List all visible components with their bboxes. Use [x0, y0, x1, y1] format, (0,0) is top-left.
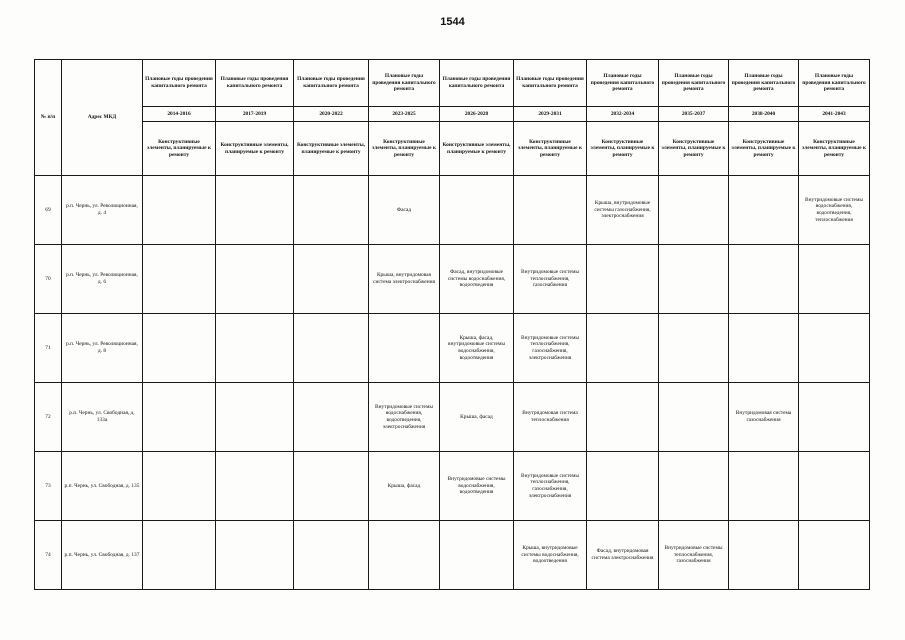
repair-cell: Крыша, внутридомовые системы водоснабжения, водоотведения: [514, 521, 587, 590]
period-header: 2038-2040: [729, 107, 799, 122]
elements-header: Конструктивные элементы, планируемые к ремонту: [216, 122, 294, 176]
repair-cell: Внутридомовые системы теплоснабжения, газоснабжения, электроснабжения: [514, 452, 587, 521]
repair-cell: [799, 521, 870, 590]
repair-cell: [587, 245, 659, 314]
repair-cell: [799, 452, 870, 521]
repair-cell: [216, 452, 294, 521]
plan-years-header: Плановые годы проведения капитального ремонта: [587, 60, 659, 107]
plan-years-header: Плановые годы проведения капитального ремонта: [659, 60, 729, 107]
repair-cell: Крыша, внутридомовая система электроснабжения: [369, 245, 440, 314]
elements-header: Конструктивные элементы, планируемые к ремонту: [799, 122, 870, 176]
repair-cell: [587, 314, 659, 383]
repair-cell: Внутридомовые системы теплоснабжения, газоснабжения: [514, 245, 587, 314]
repair-cell: [294, 245, 369, 314]
table-row: [35, 245, 870, 314]
header-elements-row: [35, 122, 870, 176]
row-number-cell: 70: [35, 245, 62, 314]
repair-cell: [294, 176, 369, 245]
repair-cell: Крыша, фасад, внутридомовые системы водоснабжения, водоотведения: [440, 314, 514, 383]
plan-years-header: Плановые годы проведения капитального ремонта: [369, 60, 440, 107]
elements-header: Конструктивные элементы, планируемые к ремонту: [369, 122, 440, 176]
plan-years-header: Плановые годы проведения капитального ремонта: [514, 60, 587, 107]
repair-cell: [729, 314, 799, 383]
repair-cell: [216, 176, 294, 245]
table-row: [35, 314, 870, 383]
address-cell: р.п. Чернь, ул. Свободная, д. 135: [62, 452, 143, 521]
elements-header: Конструктивные элементы, планируемые к ремонту: [514, 122, 587, 176]
repair-cell: Крыша, фасад: [440, 383, 514, 452]
page-number: 1544: [440, 16, 465, 28]
elements-header: Конструктивные элементы, планируемые к ремонту: [587, 122, 659, 176]
period-header: 2014-2016: [143, 107, 216, 122]
elements-header: Конструктивные элементы, планируемые к ремонту: [440, 122, 514, 176]
repair-cell: [659, 245, 729, 314]
repair-cell: [659, 314, 729, 383]
repair-cell: Фасад, внутридомовые системы водоснабжения, водоотведения: [440, 245, 514, 314]
repair-cell: [216, 314, 294, 383]
elements-header: Конструктивные элементы, планируемые к ремонту: [659, 122, 729, 176]
row-number-cell: 69: [35, 176, 62, 245]
elements-header: Конструктивные элементы, планируемые к ремонту: [294, 122, 369, 176]
repair-cell: [294, 452, 369, 521]
repair-cell: Внутридомовая система газоснабжения: [729, 383, 799, 452]
row-number-cell: 73: [35, 452, 62, 521]
repair-cell: [294, 314, 369, 383]
repair-cell: [659, 176, 729, 245]
row-number-cell: 72: [35, 383, 62, 452]
repair-cell: Внутридомовые системы теплоснабжения, газоснабжения, электроснабжения: [514, 314, 587, 383]
period-header: 2020-2022: [294, 107, 369, 122]
period-header: 2023-2025: [369, 107, 440, 122]
address-cell: р.п. Чернь, ул. Свободная, д. 133а: [62, 383, 143, 452]
table-row: [35, 383, 870, 452]
repair-cell: Крыша, фасад: [369, 452, 440, 521]
address-cell: р.п. Чернь, ул. Революционная, д. 8: [62, 314, 143, 383]
repair-cell: [143, 452, 216, 521]
repair-cell: [729, 452, 799, 521]
period-header: 2029-2031: [514, 107, 587, 122]
repair-cell: Фасад: [369, 176, 440, 245]
repair-cell: [294, 521, 369, 590]
elements-header: Конструктивные элементы, планируемые к ремонту: [143, 122, 216, 176]
repair-cell: [143, 314, 216, 383]
row-number-cell: 74: [35, 521, 62, 590]
period-header: 2026-2028: [440, 107, 514, 122]
repair-cell: [514, 176, 587, 245]
repair-cell: [216, 245, 294, 314]
table-row: [35, 521, 870, 590]
table-row: [35, 452, 870, 521]
period-header: 2035-2037: [659, 107, 729, 122]
period-header: 2041-2043: [799, 107, 870, 122]
repair-cell: [369, 314, 440, 383]
row-number-cell: 71: [35, 314, 62, 383]
repair-cell: Внутридомовая система теплоснабжения: [514, 383, 587, 452]
repair-cell: [369, 521, 440, 590]
repair-cell: [143, 176, 216, 245]
elements-header: Конструктивные элементы, планируемые к ремонту: [729, 122, 799, 176]
repair-cell: [440, 176, 514, 245]
address-cell: р.п. Чернь, ул. Свободная, д. 137: [62, 521, 143, 590]
repair-cell: [294, 383, 369, 452]
plan-years-header: Плановые годы проведения капитального ремонта: [440, 60, 514, 107]
plan-years-header: Плановые годы проведения капитального ремонта: [294, 60, 369, 107]
repair-cell: Крыша, внутридомовые системы газоснабжения, электроснабжения: [587, 176, 659, 245]
repair-cell: [143, 383, 216, 452]
header-plan-row: [35, 60, 870, 107]
repair-cell: [216, 521, 294, 590]
repair-cell: [659, 452, 729, 521]
plan-years-header: Плановые годы проведения капитального ремонта: [729, 60, 799, 107]
repair-cell: [659, 383, 729, 452]
repair-cell: Фасад, внутридомовая система электроснабжения: [587, 521, 659, 590]
repair-cell: [799, 314, 870, 383]
capital-repair-schedule-table: [34, 59, 870, 590]
repair-cell: Внутридомовые системы водоснабжения, водоотведения, теплоснабжения: [799, 176, 870, 245]
address-cell: р.п. Чернь, ул. Революционная, д. 4: [62, 176, 143, 245]
address-header: Адрес МКД: [62, 60, 143, 176]
repair-cell: [143, 245, 216, 314]
period-header: 2017-2019: [216, 107, 294, 122]
period-header: 2032-2034: [587, 107, 659, 122]
repair-cell: [729, 176, 799, 245]
repair-cell: [587, 383, 659, 452]
repair-cell: Внутридомовые системы водоснабжения, водоотведения, электроснабжения: [369, 383, 440, 452]
address-cell: р.п. Чернь, ул. Революционная, д. 6: [62, 245, 143, 314]
repair-cell: Внутридомовые системы теплоснабжения, газоснабжения: [659, 521, 729, 590]
row-number-header: № п/п: [35, 60, 62, 176]
plan-years-header: Плановые годы проведения капитального ремонта: [216, 60, 294, 107]
repair-cell: [799, 383, 870, 452]
repair-cell: [440, 521, 514, 590]
table-row: [35, 176, 870, 245]
repair-cell: [143, 521, 216, 590]
plan-years-header: Плановые годы проведения капитального ремонта: [799, 60, 870, 107]
repair-cell: [729, 521, 799, 590]
plan-years-header: Плановые годы проведения капитального ремонта: [143, 60, 216, 107]
header-period-row: [35, 107, 870, 122]
repair-cell: [216, 383, 294, 452]
repair-cell: [799, 245, 870, 314]
repair-cell: [587, 452, 659, 521]
repair-cell: Внутридомовые системы водоснабжения, водоотведения: [440, 452, 514, 521]
repair-cell: [729, 245, 799, 314]
